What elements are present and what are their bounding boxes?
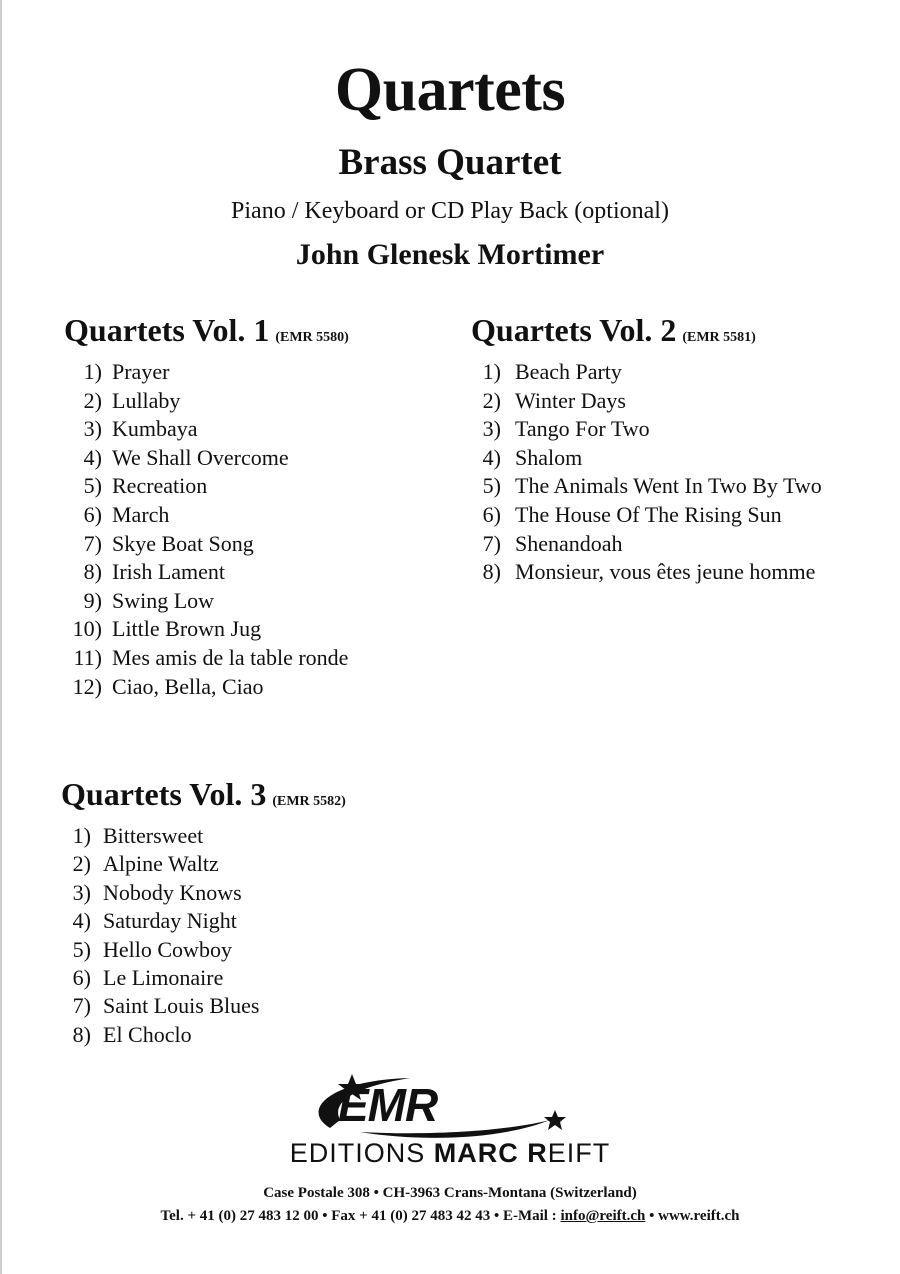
- track-number: 7): [83, 530, 102, 556]
- track-number: 8): [482, 559, 501, 585]
- track-title: Alpine Waltz: [103, 851, 219, 877]
- track-item: [64, 387, 180, 415]
- track-title: Ciao, Bella, Ciao: [112, 673, 264, 699]
- track-item: [64, 558, 225, 586]
- track-title: Winter Days: [515, 387, 626, 413]
- track-item: [61, 907, 237, 935]
- track-number: 4): [83, 444, 102, 470]
- emr-logo-text: EMR: [338, 1079, 438, 1131]
- track-number: 1): [72, 823, 91, 848]
- track-title: Le Limonaire: [103, 965, 224, 990]
- publisher-part-marc: MARC: [433, 1138, 519, 1168]
- track-item: [64, 615, 261, 643]
- track-number: 5): [72, 936, 91, 962]
- track-number: 10): [72, 616, 102, 642]
- track-item: [64, 530, 254, 558]
- track-item: [471, 530, 623, 558]
- track-number: 9): [83, 587, 102, 613]
- track-item: [471, 415, 650, 443]
- track-title: Irish Lament: [112, 559, 226, 585]
- track-title: Bittersweet: [103, 823, 204, 848]
- track-number: 4): [72, 908, 91, 934]
- track-title: Tango For Two: [515, 416, 650, 442]
- publisher-name: [0, 1138, 900, 1169]
- track-item: [471, 558, 815, 586]
- track-item: [471, 444, 582, 472]
- track-number: 1): [83, 359, 102, 384]
- publisher-part-r: R: [527, 1138, 548, 1168]
- track-title: Prayer: [112, 359, 170, 384]
- track-title: Mes amis de la table ronde: [112, 645, 349, 670]
- track-number: 8): [72, 1021, 91, 1047]
- track-item: [64, 501, 169, 529]
- track-title: Hello Cowboy: [103, 936, 232, 962]
- track-title: Skye Boat Song: [112, 530, 254, 556]
- volume-1-title: Quartets Vol. 1: [64, 312, 270, 348]
- track-item: [61, 822, 203, 850]
- track-number: 4): [482, 444, 501, 470]
- track-item: [64, 444, 289, 472]
- track-title: We Shall Overcome: [112, 444, 289, 470]
- track-number: 1): [482, 359, 501, 384]
- track-item: [61, 850, 219, 878]
- composer-name: John Glenesk Mortimer: [295, 238, 605, 271]
- contact-phone-fax: Tel. + 41 (0) 27 483 12 00 • Fax + 41 (0) 27 483 42 43 • E-Mail :: [160, 1208, 561, 1224]
- publisher-part-eift: EIFT: [547, 1138, 611, 1168]
- track-item: [64, 673, 264, 701]
- track-number: 6): [83, 502, 102, 527]
- track-item: [471, 387, 626, 415]
- track-item: [61, 879, 242, 907]
- track-number: 6): [482, 502, 501, 527]
- track-title: Lullaby: [112, 387, 181, 413]
- volume-1-code: (EMR 5580): [275, 330, 349, 345]
- track-item: [61, 964, 223, 992]
- volume-3-heading: [61, 776, 346, 813]
- track-number: 3): [482, 416, 501, 442]
- track-number: 8): [83, 559, 102, 585]
- publisher-space: [519, 1138, 528, 1168]
- track-title: Recreation: [112, 473, 208, 499]
- track-title: Little Brown Jug: [112, 616, 262, 642]
- track-title: Monsieur, vous êtes jeune homme: [515, 559, 816, 585]
- track-number: 12): [72, 673, 102, 699]
- track-title: Saint Louis Blues: [103, 993, 260, 1019]
- publisher-contact: [0, 1208, 900, 1225]
- track-title: Shenandoah: [515, 530, 623, 556]
- instrumentation-note: Piano / Keyboard or CD Play Back (optional): [231, 198, 669, 224]
- contact-website: • www.reift.ch: [645, 1208, 740, 1224]
- track-title: Nobody Knows: [103, 879, 242, 905]
- track-number: 7): [72, 993, 91, 1019]
- track-title: The Animals Went In Two By Two: [515, 473, 822, 499]
- page-subtitle: Brass Quartet: [338, 142, 562, 183]
- track-number: 3): [83, 416, 102, 442]
- publisher-part-editions: EDITIONS: [289, 1138, 434, 1168]
- volume-2-code: (EMR 5581): [682, 330, 756, 345]
- track-number: 5): [83, 473, 102, 499]
- track-title: The House Of The Rising Sun: [515, 502, 782, 527]
- track-number: 2): [72, 851, 91, 877]
- track-number: 3): [72, 879, 91, 905]
- page-title: Quartets: [334, 56, 566, 124]
- track-title: El Choclo: [103, 1021, 192, 1047]
- volume-2-heading: [471, 312, 756, 349]
- track-title: Beach Party: [515, 359, 622, 384]
- track-item: [471, 472, 822, 500]
- track-number: 5): [482, 473, 501, 499]
- volume-2-title: Quartets Vol. 2: [471, 312, 677, 348]
- track-title: March: [112, 502, 170, 527]
- track-number: 2): [482, 387, 501, 413]
- track-item: [61, 1021, 192, 1049]
- track-title: Kumbaya: [112, 416, 198, 442]
- track-number: 2): [83, 387, 102, 413]
- track-item: [61, 992, 259, 1020]
- track-item: [64, 587, 214, 615]
- track-number: 11): [73, 645, 102, 670]
- publisher-address: Case Postale 308 • CH-3963 Crans-Montana (Switzerland): [263, 1185, 637, 1201]
- track-item: [64, 415, 198, 443]
- track-item: [61, 936, 232, 964]
- track-number: 6): [72, 965, 91, 990]
- email-link[interactable]: info@reift.ch: [560, 1208, 646, 1224]
- volume-3-title: Quartets Vol. 3: [61, 776, 267, 812]
- volume-3-code: (EMR 5582): [272, 794, 346, 809]
- track-item: [64, 358, 169, 386]
- volume-1-heading: [64, 312, 349, 349]
- track-title: Shalom: [515, 444, 583, 470]
- track-item: [471, 501, 782, 529]
- track-number: 7): [482, 530, 501, 556]
- track-item: [64, 644, 348, 672]
- track-title: Saturday Night: [103, 908, 237, 934]
- track-title: Swing Low: [112, 587, 215, 613]
- track-item: [64, 472, 207, 500]
- track-item: [471, 358, 622, 386]
